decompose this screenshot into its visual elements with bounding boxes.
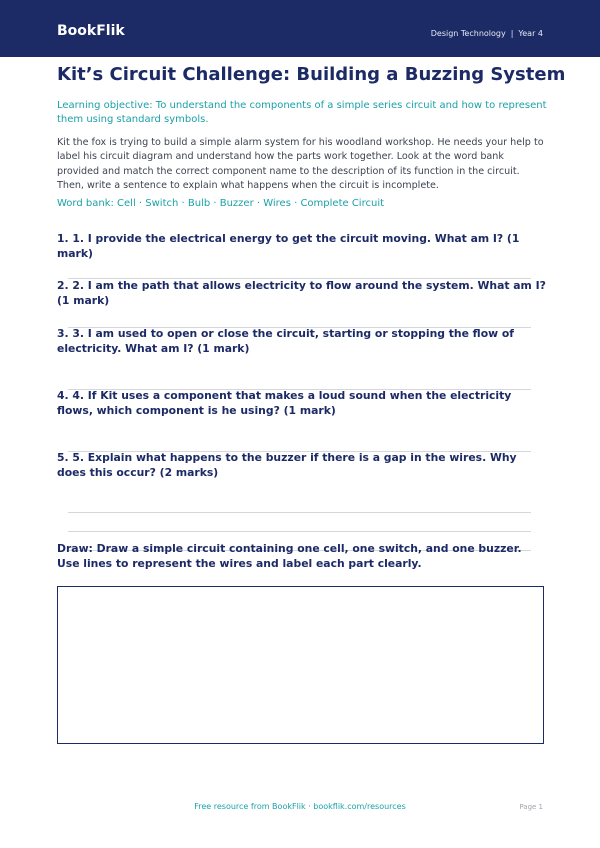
worksheet-title: Kit’s Circuit Challenge: Building a Buzzing System: [57, 64, 566, 85]
answer-line[interactable]: [68, 512, 531, 513]
footer-credit: Free resource from BookFlik · bookflik.com/resources: [194, 802, 406, 811]
drawing-box[interactable]: [57, 586, 544, 744]
learning-objective: Learning objective: To understand the components of a simple series circuit and how to represent them using standard symbols.: [57, 100, 547, 125]
page-number: Page 1: [519, 803, 543, 811]
question-2: 2. 2. I am the path that allows electricity to flow around the system. What am I? (1 mark): [57, 279, 546, 307]
meta-separator: |: [510, 29, 514, 38]
answer-line[interactable]: [68, 531, 531, 532]
year-label: Year 4: [518, 29, 543, 38]
question-3: 3. 3. I am used to open or close the circuit, starting or stopping the flow of electricity. What am I? (1 mark): [57, 327, 514, 355]
question-4: 4. 4. If Kit uses a component that makes a loud sound when the electricity flows, which component is he using? (1 mark): [57, 389, 512, 417]
question-5: 5. 5. Explain what happens to the buzzer if there is a gap in the wires. Why does this occur? (2 marks): [57, 451, 517, 479]
brand-logo: BookFlik: [57, 23, 125, 39]
subject-label: Design Technology: [430, 29, 506, 38]
word-bank: Word bank: Cell · Switch · Bulb · Buzzer · Wires · Complete Circuit: [57, 198, 385, 209]
draw-task: Draw: Draw a simple circuit containing one cell, one switch, and one buzzer. Use lines to represent the wires and label each part clearly.: [57, 542, 522, 570]
header-bar: [0, 0, 600, 57]
header-meta: [431, 29, 543, 38]
intro-paragraph: Kit the fox is trying to build a simple alarm system for his woodland workshop. He needs your help to label his circuit diagram and understand how the parts work together. Look at the word bank provided and match the correct component name to the description of its function in the circuit. Then, write a sentence to explain what happens when the circuit is incomplete.: [57, 137, 544, 191]
question-1: 1. 1. I provide the electrical energy to get the circuit moving. What am I? (1 mark): [57, 232, 520, 260]
